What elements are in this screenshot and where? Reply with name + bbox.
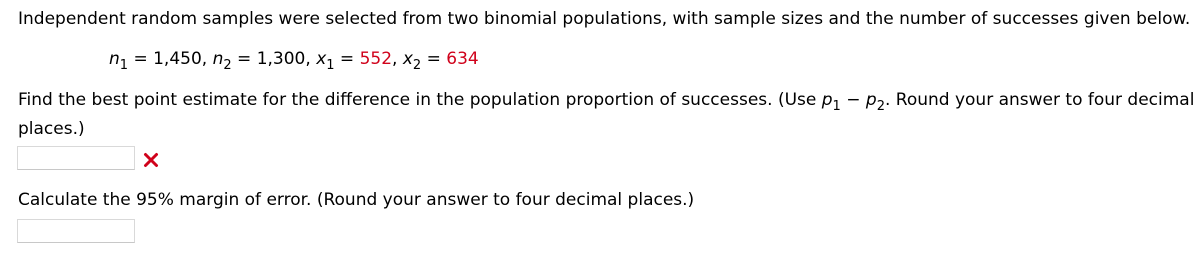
n1-subscript: 1 <box>119 58 129 73</box>
minus-sign: − <box>840 90 866 110</box>
answer-1-input[interactable] <box>17 146 135 170</box>
n2-subscript: 2 <box>223 58 232 73</box>
n2-value: = 1,300, <box>231 49 317 69</box>
question-1-text-end: . Round your answer to four decimal <box>884 90 1195 110</box>
values-separator: , <box>392 49 403 69</box>
question-1 <box>18 90 1195 114</box>
x1-subscript: 1 <box>326 58 335 73</box>
incorrect-x-icon <box>143 152 159 168</box>
question-1-continuation: places.) <box>18 119 85 139</box>
problem-intro: Independent random samples were selected from two binomial populations, with sample sizes and the number of successes given below. <box>18 9 1191 29</box>
answer-2-input[interactable] <box>17 219 135 243</box>
p2-variable: p <box>865 90 877 110</box>
x2-subscript: 2 <box>412 58 422 73</box>
x1-equals: = <box>334 49 360 69</box>
question-2: Calculate the 95% margin of error. (Round your answer to four decimal places.) <box>18 190 695 210</box>
p1-subscript: 1 <box>832 99 841 114</box>
given-values <box>109 49 479 73</box>
question-1-text: Find the best point estimate for the difference in the population proportion of successes. (Use <box>18 90 822 110</box>
n1-value: = 1,450, <box>128 49 213 69</box>
x2-value: 634 <box>446 49 479 69</box>
n2-variable: n <box>212 49 224 69</box>
x2-equals: = <box>421 49 447 69</box>
p2-subscript: 2 <box>876 99 885 114</box>
x1-variable: x <box>316 49 327 69</box>
x2-variable: x <box>402 49 413 69</box>
n1-variable: n <box>109 49 120 69</box>
p1-variable: p <box>821 90 833 110</box>
x1-value: 552 <box>359 49 393 69</box>
